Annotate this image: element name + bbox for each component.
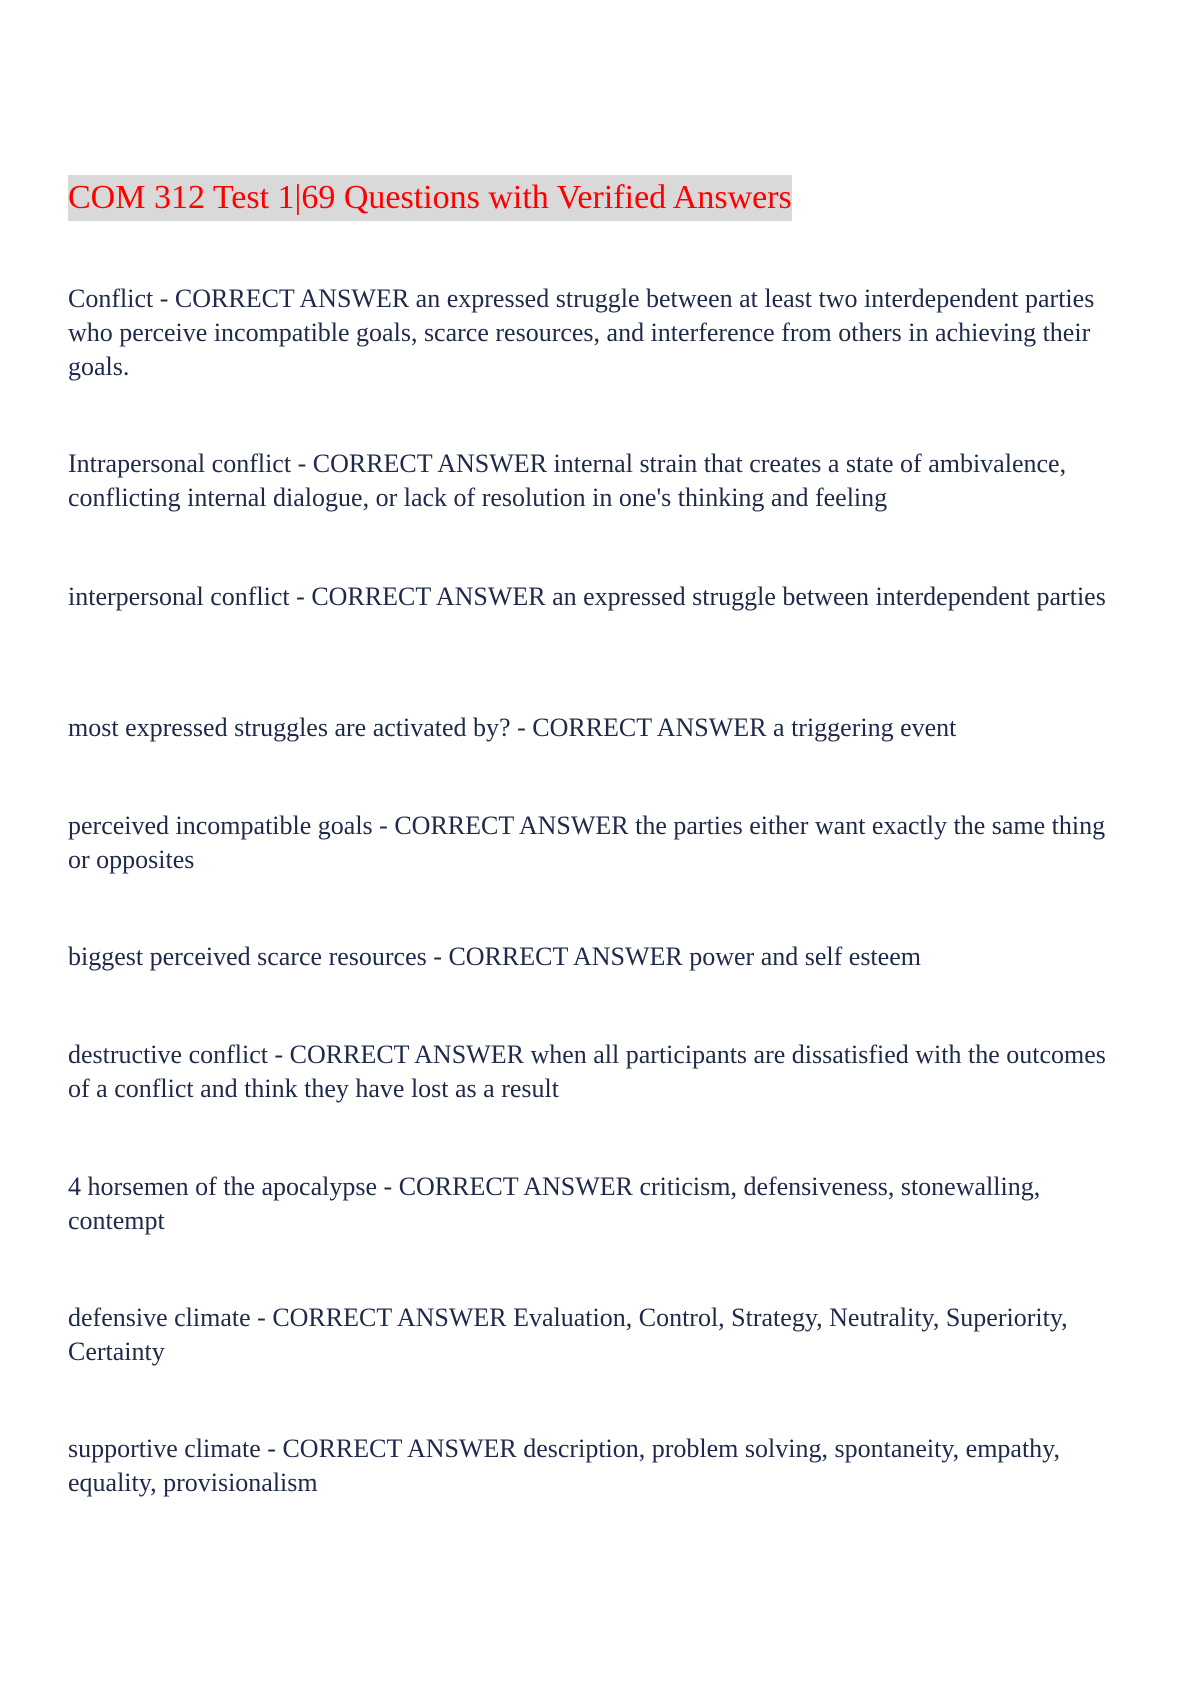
entry-answer: an expressed struggle between at least two interdependent parties who perceive incompatible goals, scarce resources, and interference from others in achieving their goals. — [68, 284, 1095, 381]
qa-entry — [68, 1170, 1128, 1238]
entry-answer: internal strain that creates a state of ambivalence, conflicting internal dialogue, or lack of resolution in one's thinking and feeling — [68, 449, 1067, 512]
entry-term: biggest perceived scarce resources — [68, 942, 427, 971]
entry-term: Conflict — [68, 284, 154, 313]
entry-answer: a triggering event — [773, 713, 957, 742]
correct-answer-marker: CORRECT ANSWER — [394, 811, 629, 840]
entry-separator: - — [291, 449, 313, 478]
entry-separator: - — [250, 1303, 273, 1332]
correct-answer-marker: CORRECT ANSWER — [272, 1303, 507, 1332]
qa-entry — [68, 711, 1128, 745]
entry-answer: the parties either want exactly the same thing or opposites — [68, 811, 1106, 874]
entry-separator: - — [510, 713, 533, 742]
qa-entry — [68, 282, 1128, 384]
entry-answer: Evaluation, Control, Strategy, Neutrality, Superiority, Certainty — [68, 1303, 1068, 1366]
correct-answer-marker: CORRECT ANSWER — [282, 1434, 517, 1463]
correct-answer-marker: CORRECT ANSWER — [289, 1040, 524, 1069]
correct-answer-marker: CORRECT ANSWER — [174, 284, 410, 313]
entry-separator: - — [377, 1172, 399, 1201]
entry-separator: - — [289, 582, 312, 611]
correct-answer-marker: CORRECT ANSWER — [311, 582, 546, 611]
qa-entry — [68, 1432, 1128, 1500]
entry-term: defensive climate — [68, 1303, 251, 1332]
document-title: COM 312 Test 1|69 Questions with Verified Answers — [68, 175, 792, 221]
entry-term: Intrapersonal conflict — [68, 449, 292, 478]
entry-separator: - — [153, 284, 175, 313]
entry-separator: - — [426, 942, 449, 971]
entry-separator: - — [260, 1434, 283, 1463]
qa-entry — [68, 940, 1128, 974]
qa-entry — [68, 809, 1128, 877]
entry-answer: an expressed struggle between interdependent parties — [552, 582, 1106, 611]
entry-separator: - — [267, 1040, 290, 1069]
entry-answer: criticism, defensiveness, stonewalling, contempt — [68, 1172, 1041, 1235]
entry-term: destructive conflict — [68, 1040, 268, 1069]
qa-entry — [68, 447, 1128, 515]
qa-entry — [68, 1301, 1128, 1369]
entry-separator: - — [372, 811, 395, 840]
correct-answer-marker: CORRECT ANSWER — [448, 942, 683, 971]
correct-answer-marker: CORRECT ANSWER — [398, 1172, 633, 1201]
entry-answer: when all participants are dissatisfied with the outcomes of a conflict and think they have lost as a result — [68, 1040, 1106, 1103]
entry-answer: power and self esteem — [689, 942, 921, 971]
entry-term: perceived incompatible goals — [68, 811, 373, 840]
entry-term: supportive climate — [68, 1434, 261, 1463]
entry-answer: description, problem solving, spontaneity, empathy, equality, provisionalism — [68, 1434, 1060, 1497]
qa-entry — [68, 580, 1128, 614]
entry-term: 4 horsemen of the apocalypse — [68, 1172, 378, 1201]
correct-answer-marker: CORRECT ANSWER — [312, 449, 548, 478]
entry-term: most expressed struggles are activated by? — [68, 713, 511, 742]
correct-answer-marker: CORRECT ANSWER — [532, 713, 767, 742]
qa-entry — [68, 1038, 1128, 1106]
entry-term: interpersonal conflict — [68, 582, 290, 611]
